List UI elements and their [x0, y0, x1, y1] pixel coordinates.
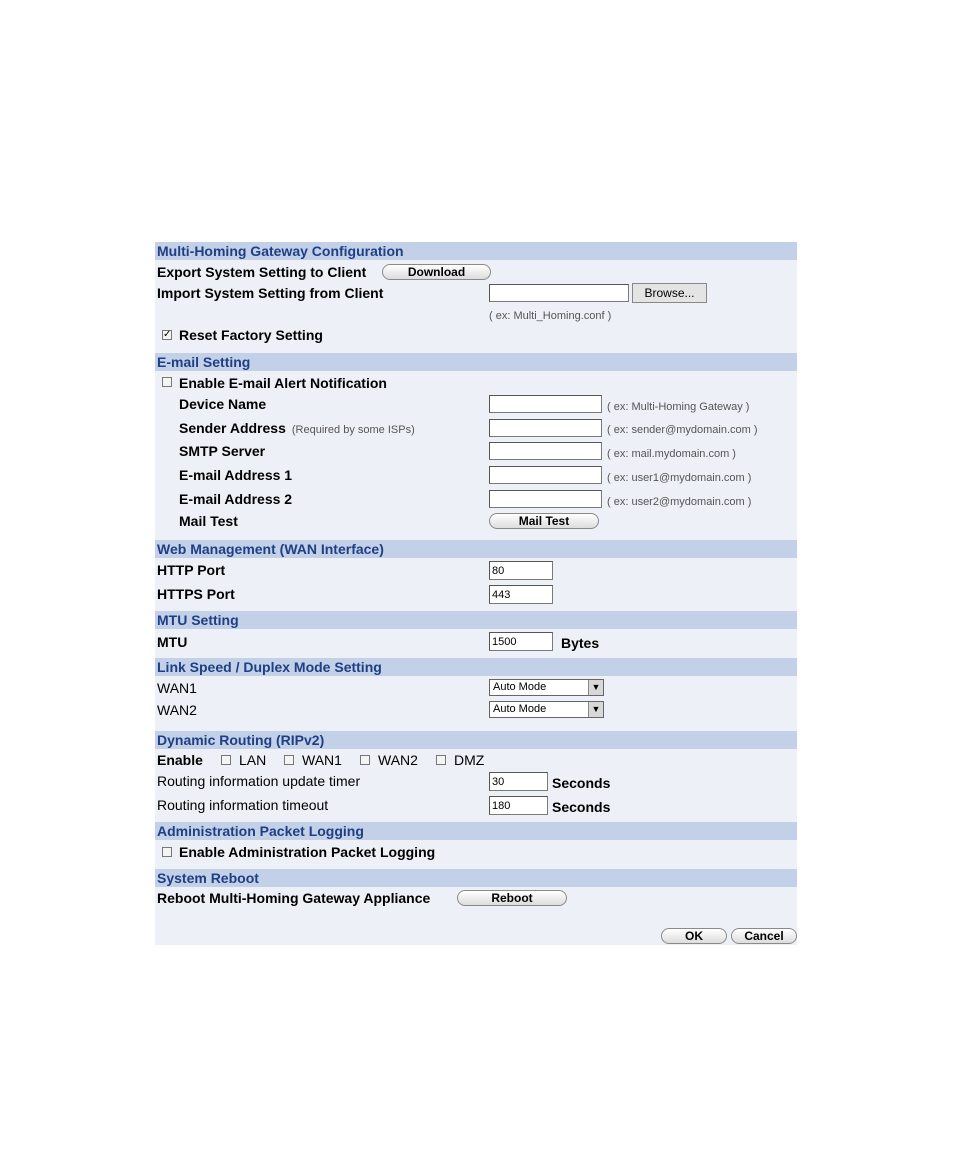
wan1-mode-value: Auto Mode — [493, 681, 547, 693]
settings-panel — [155, 242, 797, 945]
sender-address-text: Sender Address — [179, 420, 286, 436]
cancel-button[interactable]: Cancel — [731, 928, 797, 944]
import-hint: ( ex: Multi_Homing.conf ) — [489, 310, 612, 322]
email-alert-label: Enable E-mail Alert Notification — [179, 375, 387, 391]
routing-lan-label: LAN — [239, 752, 267, 768]
update-timer-input[interactable] — [489, 772, 548, 791]
email-address-2-hint: ( ex: user2@mydomain.com ) — [607, 496, 752, 508]
timeout-unit: Seconds — [552, 799, 611, 815]
import-file-input[interactable] — [489, 284, 629, 302]
email-address-1-input[interactable] — [489, 466, 602, 484]
smtp-server-input[interactable] — [489, 442, 602, 460]
mtu-label: MTU — [157, 634, 188, 650]
section-header-dynamic-routing: Dynamic Routing (RIPv2) — [155, 731, 797, 749]
routing-enable-label: Enable — [157, 752, 203, 768]
routing-wan2-checkbox[interactable] — [360, 755, 370, 765]
check-icon: ✓ — [163, 329, 172, 340]
import-label: Import System Setting from Client — [157, 285, 384, 301]
http-port-input[interactable] — [489, 561, 553, 580]
update-timer-unit: Seconds — [552, 775, 611, 791]
section-header-email: E-mail Setting — [155, 353, 797, 371]
https-port-input[interactable] — [489, 585, 553, 604]
routing-dmz-checkbox[interactable] — [436, 755, 446, 765]
sender-address-hint: ( ex: sender@mydomain.com ) — [607, 424, 758, 436]
device-name-input[interactable] — [489, 395, 602, 413]
email-alert-checkbox[interactable] — [162, 377, 172, 387]
sender-address-input[interactable] — [489, 419, 602, 437]
routing-dmz-label: DMZ — [454, 752, 485, 768]
chevron-down-icon: ▼ — [588, 702, 603, 717]
reboot-button[interactable]: Reboot — [457, 890, 567, 906]
email-address-2-input[interactable] — [489, 490, 602, 508]
timeout-input[interactable] — [489, 796, 548, 815]
reset-factory-checkbox[interactable] — [162, 330, 172, 340]
reset-factory-label: Reset Factory Setting — [179, 327, 323, 343]
routing-lan-checkbox[interactable] — [221, 755, 231, 765]
update-timer-label: Routing information update timer — [157, 773, 361, 789]
reboot-label: Reboot Multi-Homing Gateway Appliance — [157, 890, 431, 906]
wan2-mode-value: Auto Mode — [493, 703, 547, 715]
smtp-server-hint: ( ex: mail.mydomain.com ) — [607, 448, 736, 460]
mtu-input[interactable] — [489, 632, 553, 651]
section-header-web-management: Web Management (WAN Interface) — [155, 540, 797, 558]
wan1-mode-select[interactable] — [489, 679, 604, 696]
timeout-label: Routing information timeout — [157, 797, 329, 813]
routing-wan1-checkbox[interactable] — [284, 755, 294, 765]
http-port-label: HTTP Port — [157, 562, 226, 578]
sender-address-note: (Required by some ISPs) — [291, 424, 415, 436]
browse-button[interactable]: Browse... — [632, 283, 707, 303]
section-header-admin-logging: Administration Packet Logging — [155, 822, 797, 840]
mail-test-button[interactable]: Mail Test — [489, 513, 599, 529]
admin-logging-checkbox[interactable] — [162, 847, 172, 857]
wan2-link-label: WAN2 — [157, 702, 197, 718]
mtu-unit: Bytes — [561, 635, 600, 651]
routing-wan1-label: WAN1 — [302, 752, 342, 768]
device-name-hint: ( ex: Multi-Homing Gateway ) — [607, 401, 750, 413]
email-address-2-label: E-mail Address 2 — [179, 491, 293, 507]
wan1-link-label: WAN1 — [157, 680, 197, 696]
https-port-label: HTTPS Port — [157, 586, 235, 602]
sender-address-label — [179, 420, 415, 438]
section-header-system-reboot: System Reboot — [155, 869, 797, 887]
email-address-1-label: E-mail Address 1 — [179, 467, 293, 483]
download-button[interactable]: Download — [382, 264, 491, 280]
section-header-link-speed: Link Speed / Duplex Mode Setting — [155, 658, 797, 676]
device-name-label: Device Name — [179, 396, 267, 412]
section-header-multi-homing: Multi-Homing Gateway Configuration — [155, 242, 797, 260]
mail-test-label: Mail Test — [179, 513, 238, 529]
routing-wan2-label: WAN2 — [378, 752, 418, 768]
smtp-server-label: SMTP Server — [179, 443, 266, 459]
wan2-mode-select[interactable] — [489, 701, 604, 718]
export-label: Export System Setting to Client — [157, 264, 367, 280]
ok-button[interactable]: OK — [661, 928, 727, 944]
admin-logging-label: Enable Administration Packet Logging — [179, 844, 436, 860]
section-header-mtu: MTU Setting — [155, 611, 797, 629]
chevron-down-icon: ▼ — [588, 680, 603, 695]
email-address-1-hint: ( ex: user1@mydomain.com ) — [607, 472, 752, 484]
